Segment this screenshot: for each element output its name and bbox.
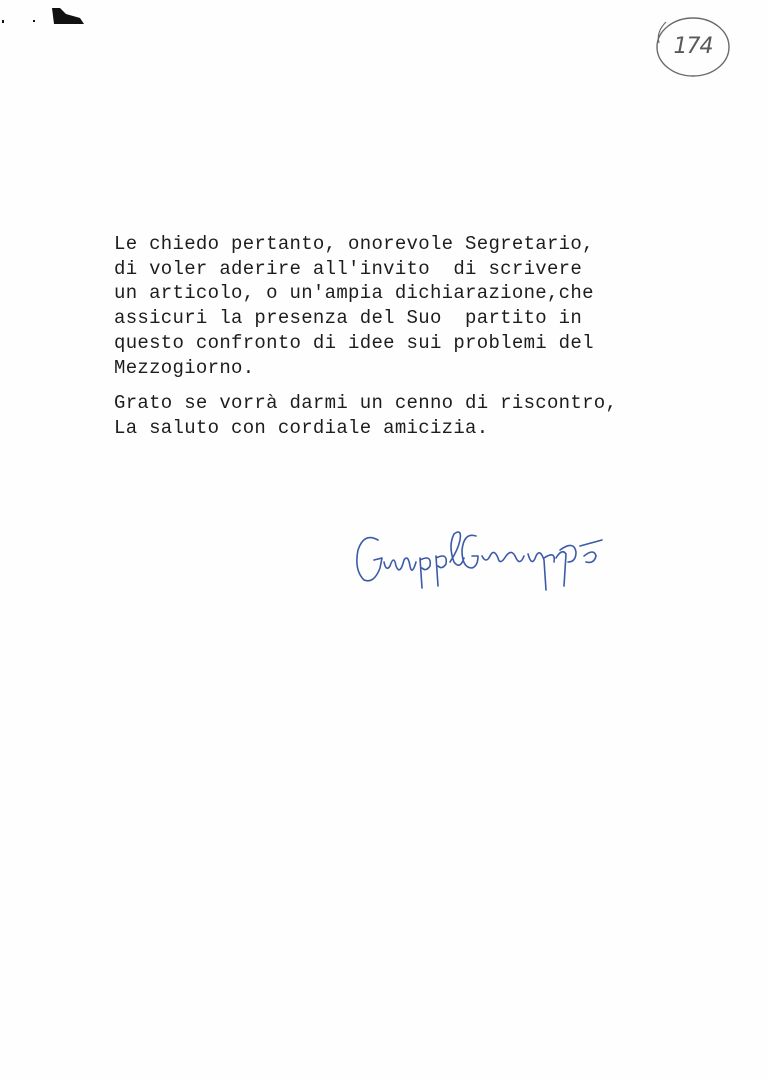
text-line: Mezzogiorno. bbox=[114, 356, 255, 379]
binding-marks bbox=[0, 0, 100, 40]
text-line: Le chiedo pertanto, onorevole Segretario, bbox=[114, 233, 594, 255]
text-line: La saluto con cordiale amicizia. bbox=[114, 416, 489, 439]
text-line: un articolo, o un'ampia dichiarazione,che bbox=[114, 282, 594, 305]
page-number: 174 bbox=[673, 33, 713, 59]
mark-dot-2 bbox=[33, 20, 35, 22]
letter-body bbox=[114, 232, 714, 441]
mark-blot bbox=[52, 8, 84, 24]
text-line: questo confronto di idee sui problemi del bbox=[114, 331, 594, 354]
handwritten-signature bbox=[350, 510, 630, 610]
mark-dot-1 bbox=[2, 20, 4, 23]
text-line: Grato se vorrà darmi un cenno di riscontro, bbox=[114, 392, 618, 415]
text-line: assicuri la presenza del Suo partito in bbox=[114, 307, 583, 330]
text-line: di voler aderire all'invito di scrivere bbox=[114, 257, 583, 280]
page-number-annotation bbox=[652, 10, 734, 82]
